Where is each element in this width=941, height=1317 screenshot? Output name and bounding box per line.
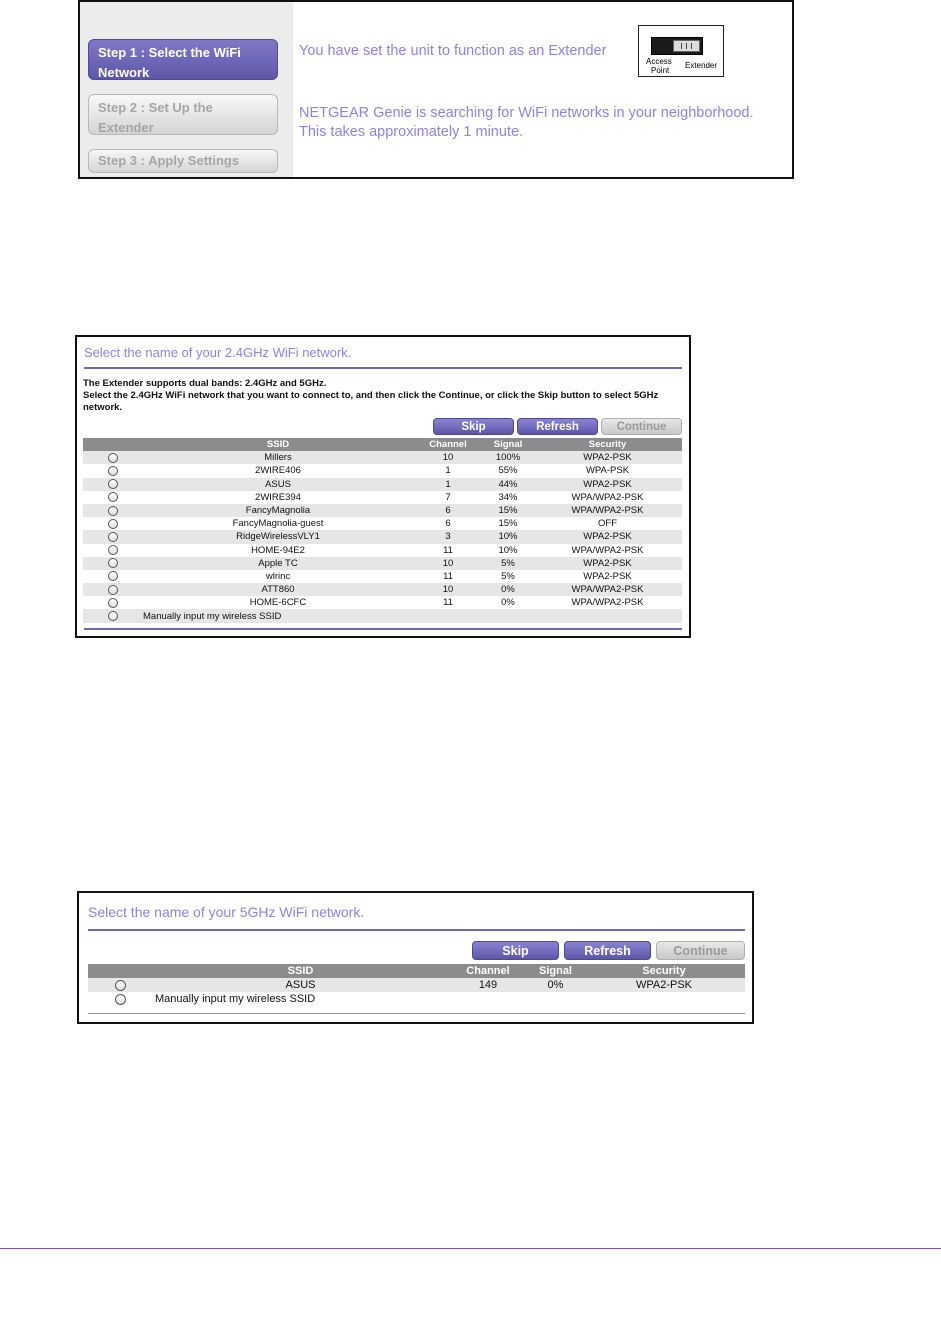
ssid-cell: FancyMagnolia-guest [232,518,324,530]
signal-cell: 5% [501,570,515,582]
signal-column-header: Signal [528,964,583,978]
security-cell: WPA2-PSK [583,978,745,992]
ssid-cell: HOME-6CFC [249,597,307,609]
network-radio[interactable] [108,532,118,542]
ssid-column-header: SSID [143,438,413,451]
ssid-cell: ASUS [153,978,448,992]
channel-cell: 149 [448,978,528,992]
ssid-cell: 2WIRE394 [255,491,301,503]
channel-cell: 1 [445,465,451,477]
network-radio[interactable] [108,479,118,489]
network-radio[interactable] [108,506,118,516]
step-3-label: Step 3 : Apply Settings [98,153,240,168]
channel-cell: 7 [445,491,451,503]
network-row[interactable] [83,544,682,557]
step-3-button[interactable] [88,149,278,173]
panel-5-title: Select the name of your 5GHz WiFi network. [88,904,365,920]
switch-icon [651,37,703,55]
network-radio[interactable] [108,585,118,595]
channel-cell: 11 [443,570,453,582]
channel-cell: 11 [443,544,453,556]
channel-cell: 10 [413,583,483,596]
wifi-5ghz-panel [77,891,754,1024]
security-cell: WPA/WPA2-PSK [571,491,644,503]
channel-cell: 10 [413,557,483,570]
manual-ssid-radio[interactable] [108,611,118,621]
signal-cell: 34% [498,491,518,503]
network-radio[interactable] [115,980,126,991]
network-radio[interactable] [108,598,118,608]
wifi-24ghz-panel [75,335,691,638]
signal-cell: 0% [483,583,533,596]
signal-cell: 55% [498,465,518,477]
signal-cell: 15% [498,518,518,530]
signal-cell: 5% [483,557,533,570]
signal-cell: 0% [528,978,583,992]
security-cell: WPA/WPA2-PSK [533,504,682,517]
channel-cell: 6 [445,518,451,530]
network-row[interactable] [83,570,682,583]
channel-column-header: Channel [448,964,528,978]
network-row[interactable] [83,504,682,517]
ssid-cell: Apple TC [143,557,413,570]
network-row[interactable] [83,583,682,596]
signal-cell: 10% [498,544,518,556]
manual-ssid-row[interactable] [88,992,745,1006]
step-1-label-line2: Network [98,65,150,80]
ssid-column-header: SSID [153,964,448,978]
network-radio[interactable] [108,492,118,502]
network-row[interactable] [83,464,682,477]
access-point-label: Access Point [646,57,672,75]
step-2-label-line2: Extender [98,120,154,135]
mode-message: You have set the unit to function as an Extender [299,43,607,59]
panel-24-title: Select the name of your 2.4GHz WiFi network. [84,345,352,360]
security-column-header: Security [533,438,682,451]
network-radio[interactable] [108,453,118,463]
network-radio[interactable] [108,466,118,476]
security-cell: WPA2-PSK [533,557,682,570]
network-row[interactable] [83,517,682,530]
ssid-cell: FancyMagnolia [143,504,413,517]
step-1-button[interactable] [88,39,278,80]
searching-message: NETGEAR Genie is searching for WiFi networks in your neighborhood. This takes approximately 1 minute. [299,105,754,140]
signal-cell: 15% [483,504,533,517]
ssid-cell: 2WIRE406 [255,465,301,477]
network-row[interactable] [83,491,682,504]
refresh-button-5[interactable]: Refresh [564,941,651,960]
manual-ssid-row[interactable] [83,609,682,622]
network-row[interactable] [88,978,745,992]
extender-label: Extender [685,61,718,70]
signal-cell: 10% [483,530,533,543]
skip-button-24[interactable]: Skip [433,418,514,435]
continue-button-5[interactable]: Continue [656,941,745,960]
continue-button-24[interactable]: Continue [601,418,682,435]
channel-cell: 3 [413,530,483,543]
wizard-steps-sidebar [80,2,293,177]
ssid-cell: ASUS [143,478,413,491]
network-radio[interactable] [108,571,118,581]
security-cell: WPA2-PSK [533,478,682,491]
network-row[interactable] [83,557,682,570]
network-radio[interactable] [108,558,118,568]
network-radio[interactable] [108,519,118,529]
manual-ssid-label: Manually input my wireless SSID [143,609,682,622]
ssid-cell: Millers [143,451,413,464]
manual-ssid-label: Manually input my wireless SSID [155,993,316,1005]
manual-ssid-radio[interactable] [115,994,126,1005]
ssid-cell: HOME-94E2 [251,544,305,556]
network-table-5 [88,964,745,1006]
network-row[interactable] [83,530,682,543]
network-row[interactable] [83,478,682,491]
channel-cell: 11 [443,597,453,609]
step-1-label-line1: Step 1 : Select the WiFi [98,45,241,60]
ssid-cell: ATT860 [143,583,413,596]
security-cell: OFF [598,518,617,530]
channel-column-header: Channel [413,438,483,451]
skip-button-5[interactable]: Skip [472,941,559,960]
panel-24-intro: The Extender supports dual bands: 2.4GHz and 5GHz. Select the 2.4GHz WiFi network that you want to connect to, and then click the Continue, or click the Skip button to select 5GHz network. [83,378,659,413]
security-cell: WPA/WPA2-PSK [533,583,682,596]
network-radio[interactable] [108,545,118,555]
security-cell: WPA-PSK [585,465,630,477]
page-footer-rule [0,1248,941,1249]
network-table-24 [83,438,682,623]
network-row[interactable] [83,451,682,464]
ssid-cell: wlrinc [265,570,291,582]
network-row[interactable] [83,596,682,609]
refresh-button-24[interactable]: Refresh [517,418,598,435]
security-cell: WPA2-PSK [583,570,632,582]
ssid-cell: RidgeWirelessVLY1 [143,530,413,543]
security-cell: WPA2-PSK [533,451,682,464]
signal-column-header: Signal [483,438,533,451]
signal-cell: 0% [501,597,515,609]
signal-cell: 100% [483,451,533,464]
signal-cell: 44% [483,478,533,491]
channel-cell: 1 [413,478,483,491]
security-cell: WPA2-PSK [533,530,682,543]
channel-cell: 10 [413,451,483,464]
channel-cell: 6 [413,504,483,517]
mode-switch-diagram [638,25,724,77]
security-column-header: Security [583,964,745,978]
setup-wizard-panel [78,0,794,179]
security-cell: WPA/WPA2-PSK [571,544,644,556]
security-cell: WPA/WPA2-PSK [571,597,644,609]
step-2-button[interactable] [88,94,278,135]
step-2-label-line1: Step 2 : Set Up the [98,100,213,115]
